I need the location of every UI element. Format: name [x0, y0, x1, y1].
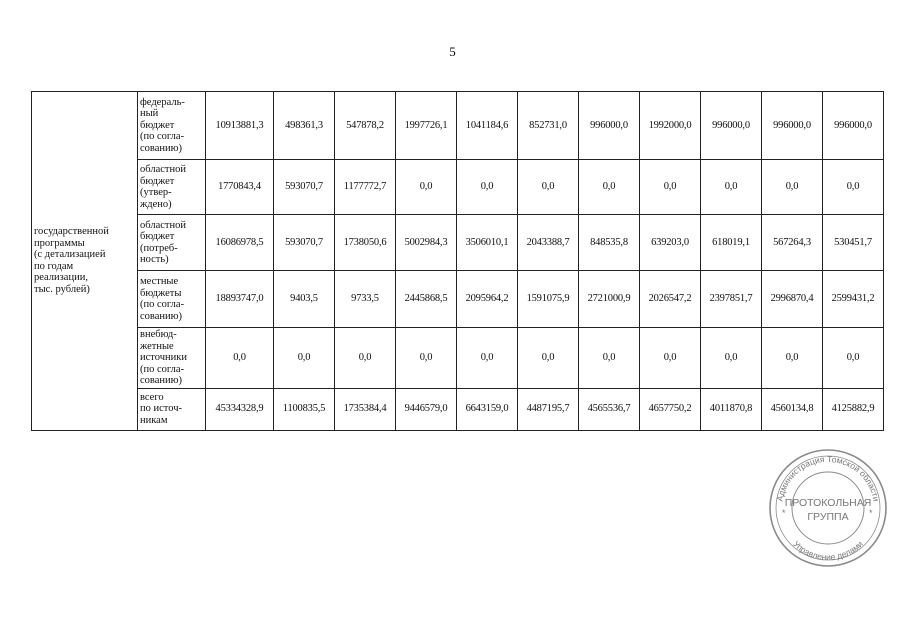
funding-source-cell: [138, 388, 206, 430]
funding-source-line: жетные: [140, 340, 174, 352]
value-cell: 0,0: [518, 328, 579, 389]
value-cell: 4125882,9: [823, 388, 884, 430]
value-cell: 0,0: [206, 328, 274, 389]
stamp-outer-text-top: Администрация Томской области: [774, 453, 882, 503]
table-row: [32, 160, 884, 215]
value-cell: 530451,7: [823, 215, 884, 271]
stamp-outer-text-bottom: Управление делами: [791, 538, 865, 563]
funding-source-line: сованию): [140, 375, 182, 386]
value-cell: 4011870,8: [701, 388, 762, 430]
value-cell: 4657750,2: [640, 388, 701, 430]
value-cell: 2599431,2: [823, 271, 884, 328]
value-cell: 618019,1: [701, 215, 762, 271]
value-cell: 0,0: [640, 328, 701, 389]
value-cell: 6643159,0: [457, 388, 518, 430]
row-group-label-line: по годам: [34, 260, 74, 272]
funding-source-line: внебюд-: [140, 329, 177, 340]
svg-text:Управление делами: [791, 539, 865, 562]
value-cell: 2043388,7: [518, 215, 579, 271]
table-row: [32, 215, 884, 271]
funding-source-line: бюджет: [140, 231, 175, 242]
table-row: [32, 92, 884, 160]
value-cell: 996000,0: [762, 92, 823, 160]
row-group-label-line: программы: [34, 237, 85, 249]
stamp-star-right: *: [869, 508, 873, 518]
page-number: 5: [449, 44, 456, 59]
value-cell: 5002984,3: [396, 215, 457, 271]
value-cell: 3506010,1: [457, 215, 518, 271]
value-cell: 0,0: [457, 160, 518, 215]
value-cell: 639203,0: [640, 215, 701, 271]
funding-source-line: областной: [140, 164, 186, 175]
value-cell: 1992000,0: [640, 92, 701, 160]
value-cell: 4565536,7: [579, 388, 640, 430]
funding-source-line: местные: [140, 276, 179, 287]
value-cell: 2095964,2: [457, 271, 518, 328]
value-cell: 2996870,4: [762, 271, 823, 328]
value-cell: 996000,0: [579, 92, 640, 160]
value-cell: 1738050,6: [335, 215, 396, 271]
funding-source-line: ность): [140, 254, 169, 265]
value-cell: 9446579,0: [396, 388, 457, 430]
funding-source-line: (потреб-: [140, 242, 178, 254]
value-cell: 0,0: [518, 160, 579, 215]
budget-table: [31, 91, 884, 431]
table-row: [32, 328, 884, 389]
value-cell: 0,0: [640, 160, 701, 215]
funding-source-line: сованию): [140, 310, 182, 322]
value-cell: 498361,3: [274, 92, 335, 160]
value-cell: 1100835,5: [274, 388, 335, 430]
value-cell: 996000,0: [701, 92, 762, 160]
official-stamp: [768, 436, 888, 576]
funding-source-line: федераль-: [140, 96, 185, 108]
stamp-star-left: *: [782, 508, 786, 518]
value-cell: 0,0: [396, 328, 457, 389]
funding-source-cell: [138, 92, 206, 160]
value-cell: 2026547,2: [640, 271, 701, 328]
value-cell: 0,0: [396, 160, 457, 215]
funding-source-cell: [138, 160, 206, 215]
funding-source-line: источники: [140, 352, 187, 363]
value-cell: 9403,5: [274, 271, 335, 328]
value-cell: 567264,3: [762, 215, 823, 271]
funding-source-line: ждено): [140, 198, 172, 210]
funding-source-line: по источ-: [140, 403, 182, 415]
value-cell: 1997726,1: [396, 92, 457, 160]
value-cell: 593070,7: [274, 215, 335, 271]
value-cell: 0,0: [274, 328, 335, 389]
funding-source-line: бюджет: [140, 119, 175, 131]
row-group-label: [32, 92, 138, 431]
funding-source-line: (по согла-: [140, 299, 185, 310]
value-cell: 848535,8: [579, 215, 640, 271]
funding-source-cell: [138, 215, 206, 271]
stamp-center-line2: ГРУППА: [807, 511, 849, 523]
value-cell: 0,0: [579, 160, 640, 215]
value-cell: 18893747,0: [206, 271, 274, 328]
value-cell: 547878,2: [335, 92, 396, 160]
value-cell: 1041184,6: [457, 92, 518, 160]
funding-source-line: областной: [140, 219, 186, 231]
value-cell: 9733,5: [335, 271, 396, 328]
funding-source-line: никам: [140, 414, 168, 426]
funding-source-cell: [138, 328, 206, 389]
value-cell: 0,0: [823, 160, 884, 215]
value-cell: 2397851,7: [701, 271, 762, 328]
stamp-center-line1: ПРОТОКОЛЬНАЯ: [784, 497, 872, 509]
value-cell: 1177772,7: [335, 160, 396, 215]
value-cell: 45334328,9: [206, 388, 274, 430]
funding-source-line: всего: [140, 391, 164, 403]
value-cell: 852731,0: [518, 92, 579, 160]
value-cell: 0,0: [701, 328, 762, 389]
value-cell: 1591075,9: [518, 271, 579, 328]
value-cell: 4560134,8: [762, 388, 823, 430]
funding-source-line: (по согла-: [140, 363, 185, 375]
funding-source-line: сованию): [140, 142, 182, 154]
value-cell: 0,0: [335, 328, 396, 389]
funding-source-line: бюджет: [140, 175, 175, 187]
value-cell: 0,0: [579, 328, 640, 389]
value-cell: 0,0: [762, 160, 823, 215]
value-cell: 0,0: [457, 328, 518, 389]
value-cell: 16086978,5: [206, 215, 274, 271]
value-cell: 2445868,5: [396, 271, 457, 328]
value-cell: 0,0: [701, 160, 762, 215]
funding-source-line: (по согла-: [140, 131, 185, 143]
row-group-label-line: (с детализацией: [34, 249, 106, 261]
value-cell: 4487195,7: [518, 388, 579, 430]
table-row: [32, 388, 884, 430]
funding-source-line: ный: [140, 108, 159, 120]
value-cell: 0,0: [823, 328, 884, 389]
value-cell: 2721000,9: [579, 271, 640, 328]
value-cell: 593070,7: [274, 160, 335, 215]
table-row: [32, 271, 884, 328]
value-cell: 1735384,4: [335, 388, 396, 430]
funding-source-line: бюджеты: [140, 287, 182, 299]
svg-text:Администрация Томской области: [774, 454, 881, 502]
value-cell: 0,0: [762, 328, 823, 389]
value-cell: 1770843,4: [206, 160, 274, 215]
value-cell: 10913881,3: [206, 92, 274, 160]
funding-source-line: (утвер-: [140, 187, 172, 198]
row-group-label-line: государственной: [34, 226, 109, 238]
row-group-label-line: реализации,: [34, 272, 88, 284]
funding-source-cell: [138, 271, 206, 328]
value-cell: 996000,0: [823, 92, 884, 160]
row-group-label-line: тыс. рублей): [34, 283, 90, 295]
